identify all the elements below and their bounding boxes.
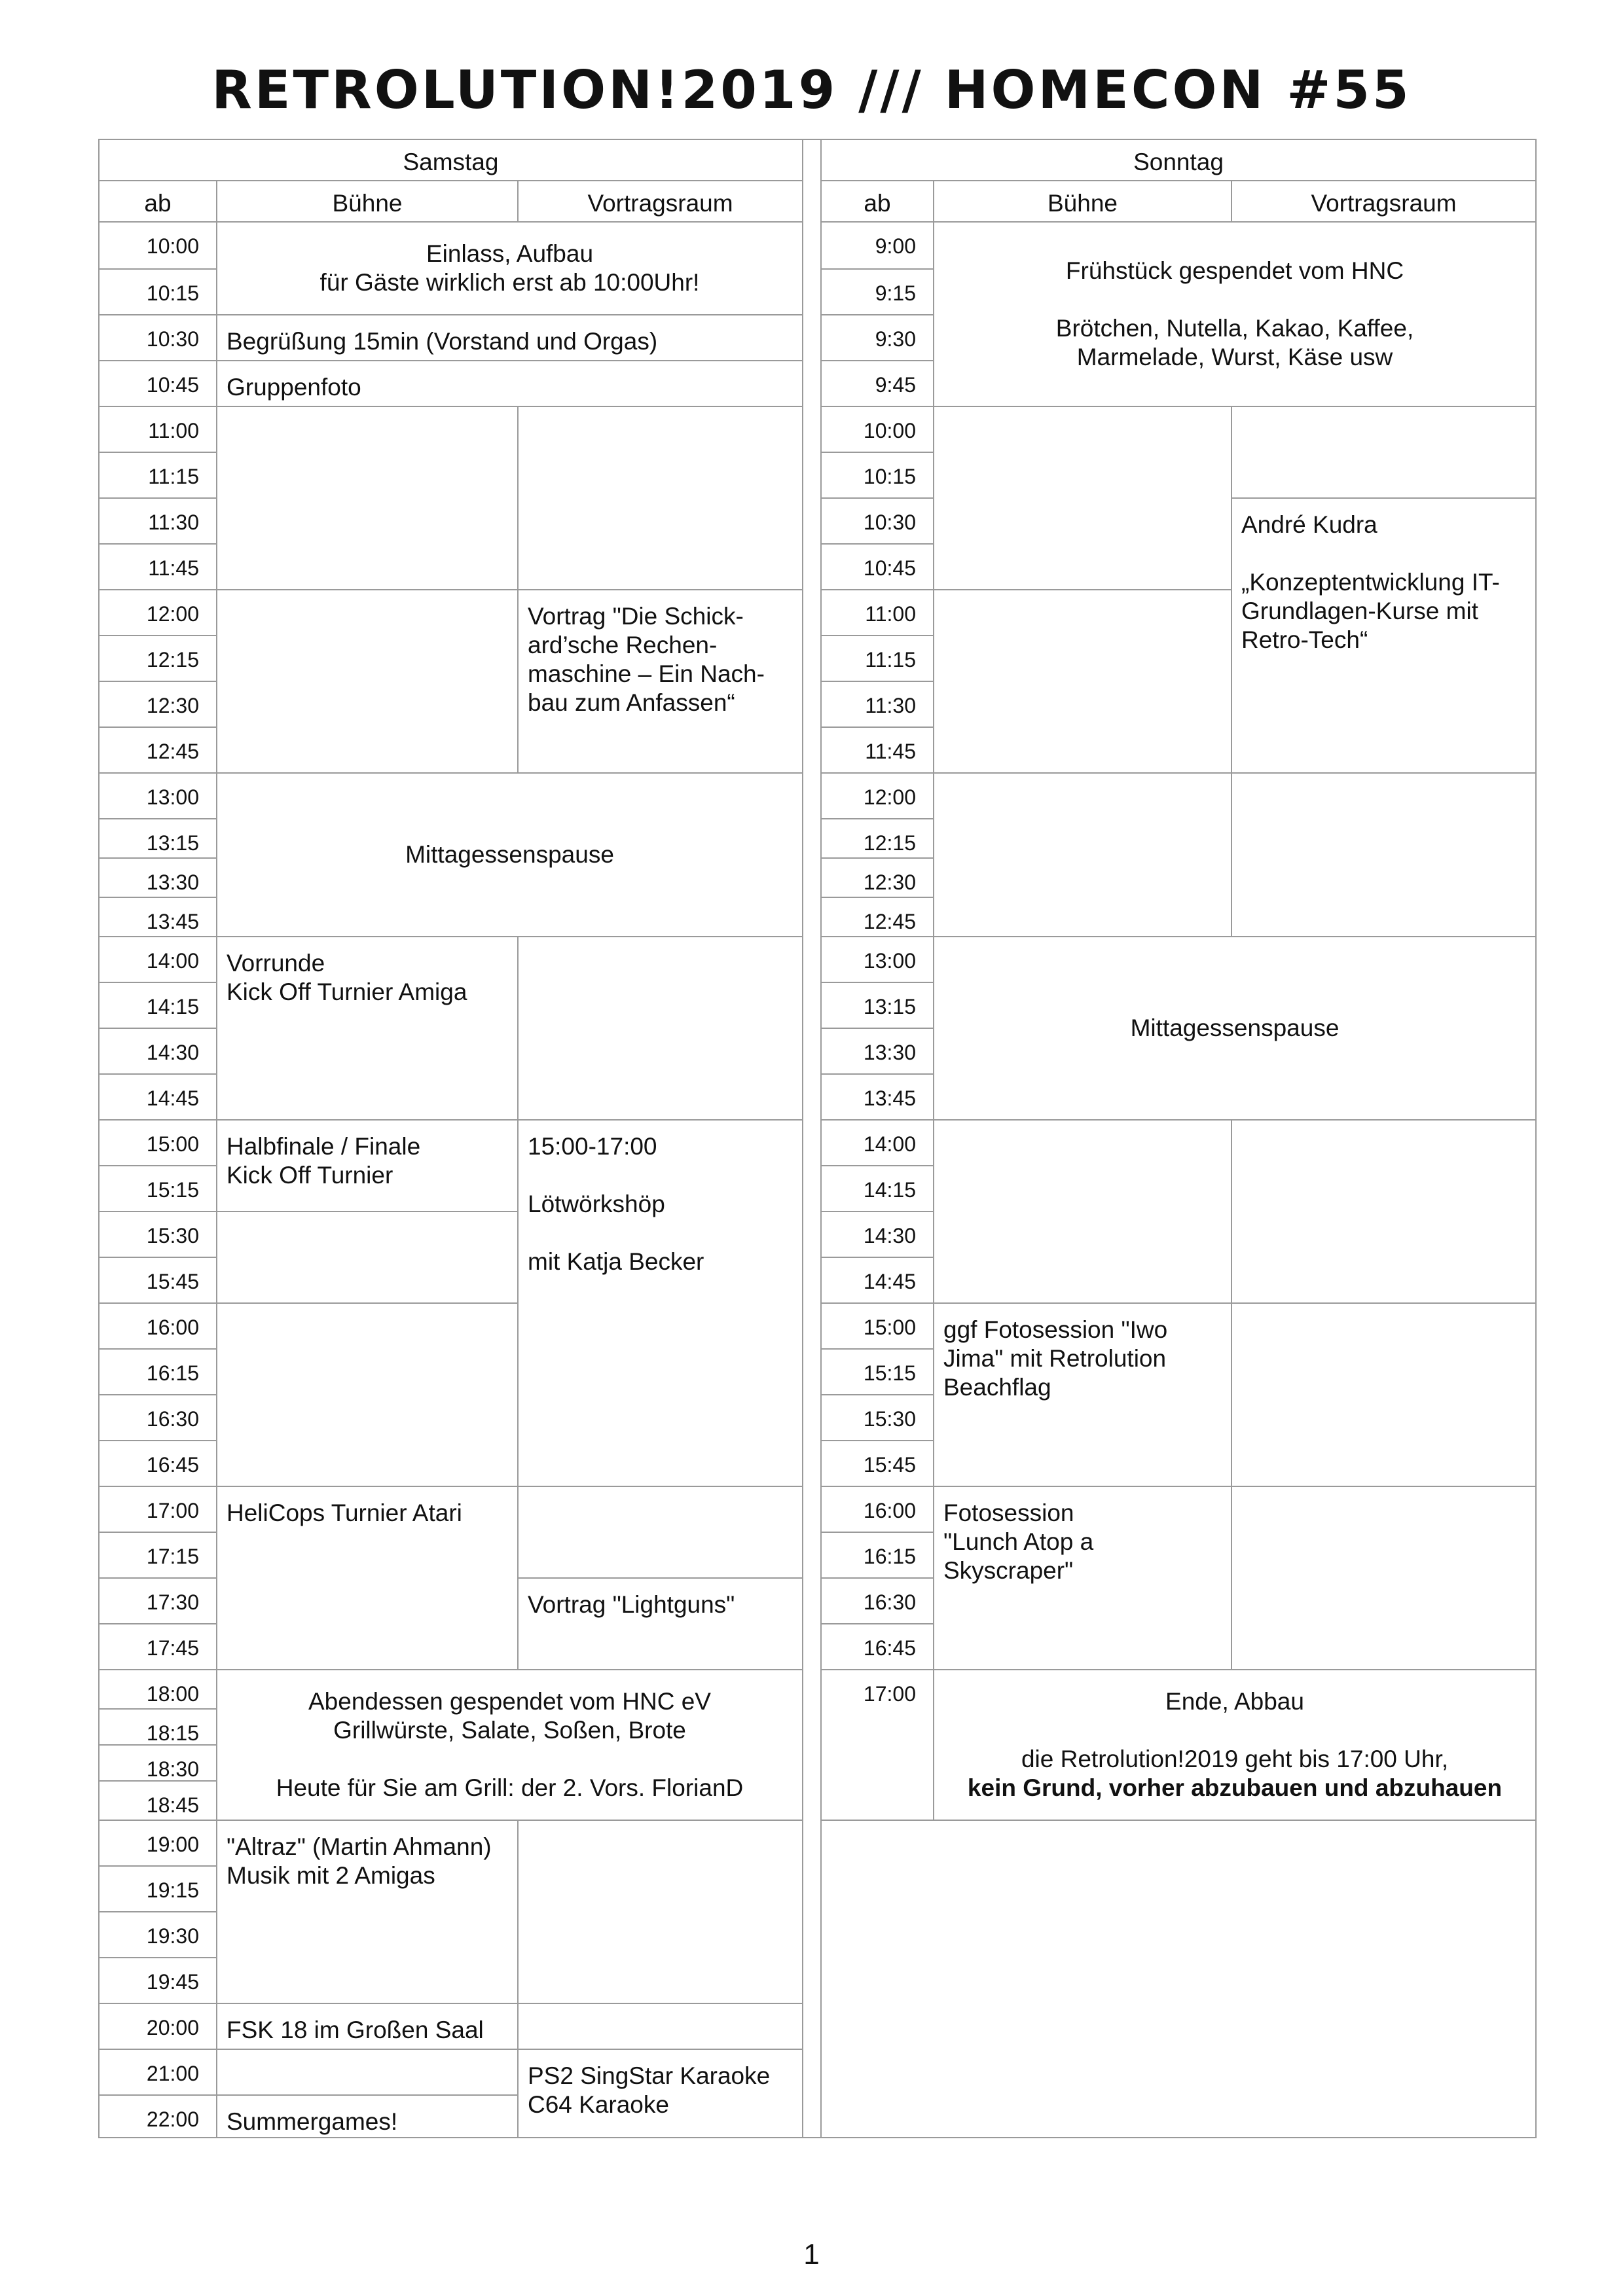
time-cell bbox=[98, 589, 217, 636]
cell-text: 12:30 bbox=[146, 694, 199, 717]
time-cell bbox=[820, 1211, 934, 1258]
cell-text: 13:30 bbox=[863, 1041, 916, 1064]
cell-text: „Konzeptentwicklung IT- bbox=[1241, 569, 1500, 596]
time-cell bbox=[820, 1486, 934, 1533]
cell-text: 15:30 bbox=[146, 1224, 199, 1247]
event-lunch-atop bbox=[933, 1486, 1232, 1670]
cell-text: André Kudra bbox=[1241, 511, 1377, 538]
cell-text: 15:15 bbox=[863, 1361, 916, 1385]
column-header-room bbox=[1231, 180, 1537, 223]
cell-text: die Retrolution!2019 geht bis 17:00 Uhr, bbox=[1021, 1746, 1449, 1772]
cell-text: 13:30 bbox=[146, 870, 199, 894]
time-cell bbox=[98, 543, 217, 590]
event-lightguns bbox=[517, 1577, 803, 1670]
time-cell bbox=[820, 497, 934, 545]
cell-text: 16:30 bbox=[146, 1407, 199, 1431]
cell-text: 18:15 bbox=[146, 1721, 199, 1745]
cell-text: 16:45 bbox=[863, 1636, 916, 1660]
time-cell bbox=[820, 1302, 934, 1350]
event-begruessung bbox=[216, 314, 803, 361]
event-mittag bbox=[933, 936, 1537, 1121]
cell-text: kein Grund, vorher abzubauen und abzuhauen bbox=[967, 1774, 1503, 1801]
cell-text: Vortragsraum bbox=[587, 190, 733, 217]
time-cell bbox=[98, 726, 217, 774]
time-cell bbox=[98, 818, 217, 859]
time-cell bbox=[98, 635, 217, 682]
cell-text: maschine – Ein Nach- bbox=[528, 660, 765, 687]
cell-text: 13:00 bbox=[863, 949, 916, 973]
column-header-stage bbox=[933, 180, 1232, 223]
time-cell bbox=[98, 360, 217, 407]
time-cell bbox=[820, 221, 934, 270]
cell-text: 14:45 bbox=[146, 1086, 199, 1110]
cell-text: 10:30 bbox=[863, 511, 916, 534]
cell-text: PS2 SingStar Karaoke bbox=[528, 2062, 771, 2089]
cell-text: 9:45 bbox=[875, 373, 916, 397]
cell-text: 15:30 bbox=[863, 1407, 916, 1431]
time-cell bbox=[98, 1865, 217, 1912]
stage-empty bbox=[216, 1302, 519, 1487]
cell-text: 10:15 bbox=[146, 281, 199, 305]
time-cell bbox=[98, 1957, 217, 2004]
time-cell bbox=[820, 406, 934, 453]
cell-text: 14:30 bbox=[146, 1041, 199, 1064]
cell-text: ab bbox=[144, 190, 172, 217]
cell-text: 10:00 bbox=[146, 234, 199, 258]
time-cell bbox=[98, 1623, 217, 1670]
cell-text: 10:15 bbox=[863, 465, 916, 488]
event-altraz bbox=[216, 1820, 519, 2004]
time-cell bbox=[98, 1257, 217, 1304]
time-cell bbox=[820, 1577, 934, 1624]
cell-text: 12:00 bbox=[146, 602, 199, 626]
cell-text: Mittagessenspause bbox=[405, 841, 614, 868]
cell-text: 19:00 bbox=[146, 1833, 199, 1856]
time-cell bbox=[820, 1532, 934, 1579]
cell-text: 15:45 bbox=[146, 1270, 199, 1293]
cell-text: 14:00 bbox=[146, 949, 199, 973]
cell-text: 13:00 bbox=[146, 785, 199, 809]
room-empty bbox=[1231, 1119, 1537, 1304]
cell-text: Bühne bbox=[332, 190, 403, 217]
event-fruehstueck bbox=[933, 221, 1537, 407]
stage-empty bbox=[216, 2049, 519, 2096]
time-cell bbox=[820, 1073, 934, 1121]
cell-text: 19:45 bbox=[146, 1970, 199, 1994]
cell-text: 21:00 bbox=[146, 2062, 199, 2085]
event-vortrag-schickard bbox=[517, 589, 803, 774]
time-cell bbox=[820, 897, 934, 937]
time-cell bbox=[820, 1257, 934, 1304]
event-karaoke bbox=[517, 2049, 803, 2138]
cell-text: 17:45 bbox=[146, 1636, 199, 1660]
event-einlass bbox=[216, 221, 803, 315]
time-cell bbox=[98, 221, 217, 270]
event-fsk bbox=[216, 2003, 519, 2050]
cell-text: Vorrunde bbox=[227, 950, 325, 977]
cell-text: 15:00 bbox=[863, 1316, 916, 1339]
cell-text: 17:00 bbox=[146, 1499, 199, 1522]
cell-text: Frühstück gespendet vom HNC bbox=[1065, 257, 1404, 284]
time-cell bbox=[820, 589, 934, 636]
column-header-time bbox=[820, 180, 934, 223]
cell-text: Brötchen, Nutella, Kakao, Kaffee, bbox=[1055, 315, 1414, 342]
cell-text: 14:45 bbox=[863, 1270, 916, 1293]
cell-text: 12:30 bbox=[863, 870, 916, 894]
time-cell bbox=[98, 1780, 217, 1821]
cell-text: 9:30 bbox=[875, 327, 916, 351]
cell-text: 22:00 bbox=[146, 2108, 199, 2131]
event-vorrunde bbox=[216, 936, 519, 1121]
cell-text: 16:45 bbox=[146, 1453, 199, 1477]
cell-text: 16:30 bbox=[863, 1590, 916, 1614]
cell-text: 18:45 bbox=[146, 1793, 199, 1817]
cell-text: Grundlagen-Kurse mit bbox=[1241, 598, 1478, 624]
cell-text: 18:00 bbox=[146, 1682, 199, 1706]
time-cell bbox=[820, 268, 934, 315]
time-cell bbox=[820, 772, 934, 819]
cell-text: 9:15 bbox=[875, 281, 916, 305]
stage-empty bbox=[933, 1119, 1232, 1304]
cell-text: 11:45 bbox=[865, 740, 916, 763]
time-cell bbox=[98, 857, 217, 898]
cell-text: Vortrag "Die Schick- bbox=[528, 603, 744, 630]
event-summergames bbox=[216, 2094, 519, 2138]
cell-text: 16:00 bbox=[146, 1316, 199, 1339]
cell-text: 14:30 bbox=[863, 1224, 916, 1247]
cell-text: C64 Karaoke bbox=[528, 2091, 669, 2118]
time-cell bbox=[820, 681, 934, 728]
time-cell bbox=[98, 1911, 217, 1958]
time-cell bbox=[98, 897, 217, 937]
event-helicops bbox=[216, 1486, 519, 1670]
time-cell bbox=[98, 1394, 217, 1441]
time-cell bbox=[98, 1440, 217, 1487]
cell-text: 13:15 bbox=[146, 831, 199, 855]
time-cell bbox=[820, 360, 934, 407]
cell-text: Begrüßung 15min (Vorstand und Orgas) bbox=[227, 328, 658, 355]
stage-empty bbox=[216, 406, 519, 590]
time-cell bbox=[820, 1394, 934, 1441]
event-gruppenfoto bbox=[216, 360, 803, 407]
cell-text: 10:30 bbox=[146, 327, 199, 351]
cell-text: 12:15 bbox=[146, 648, 199, 672]
cell-text: 10:45 bbox=[863, 556, 916, 580]
time-cell bbox=[820, 1440, 934, 1487]
room-empty bbox=[1231, 406, 1537, 499]
time-cell bbox=[98, 772, 217, 819]
room-empty bbox=[1231, 772, 1537, 937]
room-empty bbox=[517, 1486, 803, 1579]
cell-text: Musik mit 2 Amigas bbox=[227, 1862, 435, 1889]
room-empty bbox=[517, 2003, 803, 2050]
cell-text: Vortrag "Lightguns" bbox=[528, 1591, 735, 1618]
cell-text: 12:45 bbox=[146, 740, 199, 763]
event-halbfinale bbox=[216, 1119, 519, 1212]
cell-text: 17:15 bbox=[146, 1545, 199, 1568]
cell-text: 11:15 bbox=[148, 465, 199, 488]
cell-text: Jima" mit Retrolution bbox=[943, 1345, 1167, 1372]
cell-text: Summergames! bbox=[227, 2108, 398, 2135]
time-cell bbox=[820, 1623, 934, 1670]
cell-text: 16:15 bbox=[146, 1361, 199, 1385]
cell-text: ard’sche Rechen- bbox=[528, 632, 718, 658]
event-iwo-jima bbox=[933, 1302, 1232, 1487]
room-empty bbox=[517, 936, 803, 1121]
time-cell bbox=[820, 314, 934, 361]
cell-text: Marmelade, Wurst, Käse usw bbox=[1076, 344, 1393, 370]
cell-text: 14:15 bbox=[863, 1178, 916, 1202]
time-cell bbox=[98, 1119, 217, 1166]
time-cell bbox=[820, 1119, 934, 1166]
time-cell bbox=[98, 314, 217, 361]
saturday-header bbox=[98, 139, 803, 181]
time-cell bbox=[98, 936, 217, 983]
room-empty bbox=[1231, 1486, 1537, 1670]
day-separator bbox=[802, 139, 822, 2138]
cell-text: FSK 18 im Großen Saal bbox=[227, 2017, 484, 2043]
cell-text: Abendessen gespendet vom HNC eV bbox=[308, 1688, 711, 1715]
cell-text: 11:00 bbox=[148, 419, 199, 442]
cell-text: Vortragsraum bbox=[1311, 190, 1457, 217]
room-empty bbox=[517, 1820, 803, 2004]
time-cell bbox=[98, 1669, 217, 1710]
cell-text: 11:30 bbox=[865, 694, 916, 717]
cell-text: 10:00 bbox=[863, 419, 916, 442]
cell-text: 12:45 bbox=[863, 910, 916, 933]
time-cell bbox=[820, 857, 934, 898]
cell-text: 19:30 bbox=[146, 1924, 199, 1948]
cell-text: 11:15 bbox=[865, 648, 916, 672]
event-kudra bbox=[1231, 497, 1537, 774]
time-cell bbox=[820, 818, 934, 859]
event-abendessen bbox=[216, 1669, 803, 1821]
cell-text: 17:00 bbox=[863, 1682, 916, 1706]
cell-text: für Gäste wirklich erst ab 10:00Uhr! bbox=[319, 269, 700, 296]
cell-text: "Lunch Atop a bbox=[943, 1528, 1094, 1555]
cell-text: Kick Off Turnier Amiga bbox=[227, 978, 467, 1005]
time-cell bbox=[98, 1028, 217, 1075]
column-header-room bbox=[517, 180, 803, 223]
time-cell bbox=[820, 635, 934, 682]
time-cell bbox=[98, 1073, 217, 1121]
time-cell bbox=[98, 1577, 217, 1624]
column-header-stage bbox=[216, 180, 519, 223]
time-cell bbox=[98, 1211, 217, 1258]
cell-text: 19:15 bbox=[146, 1878, 199, 1902]
cell-text: 14:00 bbox=[863, 1132, 916, 1156]
cell-text: Kick Off Turnier bbox=[227, 1162, 393, 1189]
time-cell bbox=[98, 1165, 217, 1212]
event-mittag bbox=[216, 772, 803, 937]
cell-text: 9:00 bbox=[875, 234, 916, 258]
time-cell bbox=[98, 1486, 217, 1533]
time-cell bbox=[820, 1165, 934, 1212]
time-cell bbox=[98, 1532, 217, 1579]
cell-text: Bühne bbox=[1048, 190, 1118, 217]
cell-text: 10:45 bbox=[146, 373, 199, 397]
cell-text: Halbfinale / Finale bbox=[227, 1133, 421, 1160]
cell-text: 11:00 bbox=[865, 602, 916, 626]
time-cell bbox=[820, 543, 934, 590]
time-cell bbox=[820, 726, 934, 774]
cell-text: ggf Fotosession "Iwo bbox=[943, 1316, 1168, 1343]
cell-text: 14:15 bbox=[146, 995, 199, 1018]
cell-text: Heute für Sie am Grill: der 2. Vors. FlorianD bbox=[276, 1774, 744, 1801]
cell-text: 16:15 bbox=[863, 1545, 916, 1568]
time-cell bbox=[98, 1302, 217, 1350]
time-cell bbox=[98, 452, 217, 499]
cell-text: Beachflag bbox=[943, 1374, 1051, 1401]
stage-empty bbox=[933, 406, 1232, 590]
cell-text: Samstag bbox=[403, 149, 499, 175]
cell-text: 15:00 bbox=[146, 1132, 199, 1156]
cell-text: 20:00 bbox=[146, 2016, 199, 2039]
time-cell bbox=[98, 982, 217, 1029]
page-number: 1 bbox=[803, 2238, 820, 2270]
stage-empty bbox=[216, 589, 519, 774]
time-cell bbox=[98, 1820, 217, 1867]
cell-text: Retro-Tech“ bbox=[1241, 626, 1368, 653]
cell-text: 11:45 bbox=[148, 556, 199, 580]
time-cell bbox=[98, 1708, 217, 1746]
time-cell bbox=[98, 497, 217, 545]
time-cell bbox=[820, 936, 934, 983]
cell-text: "Altraz" (Martin Ahmann) bbox=[227, 1833, 492, 1860]
column-header-time bbox=[98, 180, 217, 223]
cell-text: 15:15 bbox=[146, 1178, 199, 1202]
cell-text: 15:00-17:00 bbox=[528, 1133, 657, 1160]
cell-text: HeliCops Turnier Atari bbox=[227, 1499, 462, 1526]
cell-text: Grillwürste, Salate, Soßen, Brote bbox=[333, 1717, 686, 1744]
stage-empty bbox=[216, 1211, 519, 1304]
cell-text: mit Katja Becker bbox=[528, 1248, 704, 1275]
cell-text: 16:00 bbox=[863, 1499, 916, 1522]
cell-text: 17:30 bbox=[146, 1590, 199, 1614]
cell-text: bau zum Anfassen“ bbox=[528, 689, 735, 716]
time-cell bbox=[98, 681, 217, 728]
room-empty bbox=[1231, 1302, 1537, 1487]
sunday-header bbox=[820, 139, 1537, 181]
event-ende bbox=[933, 1669, 1537, 1821]
cell-text: Skyscraper" bbox=[943, 1557, 1074, 1584]
room-empty bbox=[517, 406, 803, 590]
cell-text: 12:15 bbox=[863, 831, 916, 855]
cell-text: Ende, Abbau bbox=[1165, 1688, 1304, 1715]
event-loetworkshop bbox=[517, 1119, 803, 1487]
time-cell bbox=[98, 406, 217, 453]
time-cell bbox=[820, 1669, 934, 1821]
time-cell bbox=[98, 2094, 217, 2138]
cell-text: Sonntag bbox=[1133, 149, 1224, 175]
time-cell bbox=[820, 982, 934, 1029]
time-cell bbox=[820, 452, 934, 499]
time-cell bbox=[98, 268, 217, 315]
time-cell bbox=[98, 2003, 217, 2050]
cell-text: Gruppenfoto bbox=[227, 374, 361, 401]
cell-text: Einlass, Aufbau bbox=[426, 240, 594, 267]
cell-text: 15:45 bbox=[863, 1453, 916, 1477]
cell-text: Mittagessenspause bbox=[1130, 1014, 1340, 1041]
page-title: RETROLUTION!2019 /// HOMECON #55 bbox=[211, 60, 1412, 120]
time-cell bbox=[820, 1348, 934, 1395]
time-cell bbox=[98, 1348, 217, 1395]
empty-block bbox=[820, 1820, 1537, 2138]
cell-text: Fotosession bbox=[943, 1499, 1074, 1526]
time-cell bbox=[820, 1028, 934, 1075]
cell-text: 11:30 bbox=[148, 511, 199, 534]
cell-text: ab bbox=[864, 190, 891, 217]
cell-text: 18:30 bbox=[146, 1757, 199, 1781]
time-cell bbox=[98, 1744, 217, 1782]
cell-text: Lötwörkshöp bbox=[528, 1191, 665, 1217]
stage-empty bbox=[933, 589, 1232, 774]
cell-text: 13:45 bbox=[863, 1086, 916, 1110]
cell-text: 13:15 bbox=[863, 995, 916, 1018]
cell-text: 13:45 bbox=[146, 910, 199, 933]
time-cell bbox=[98, 2049, 217, 2096]
stage-empty bbox=[933, 772, 1232, 937]
cell-text: 12:00 bbox=[863, 785, 916, 809]
